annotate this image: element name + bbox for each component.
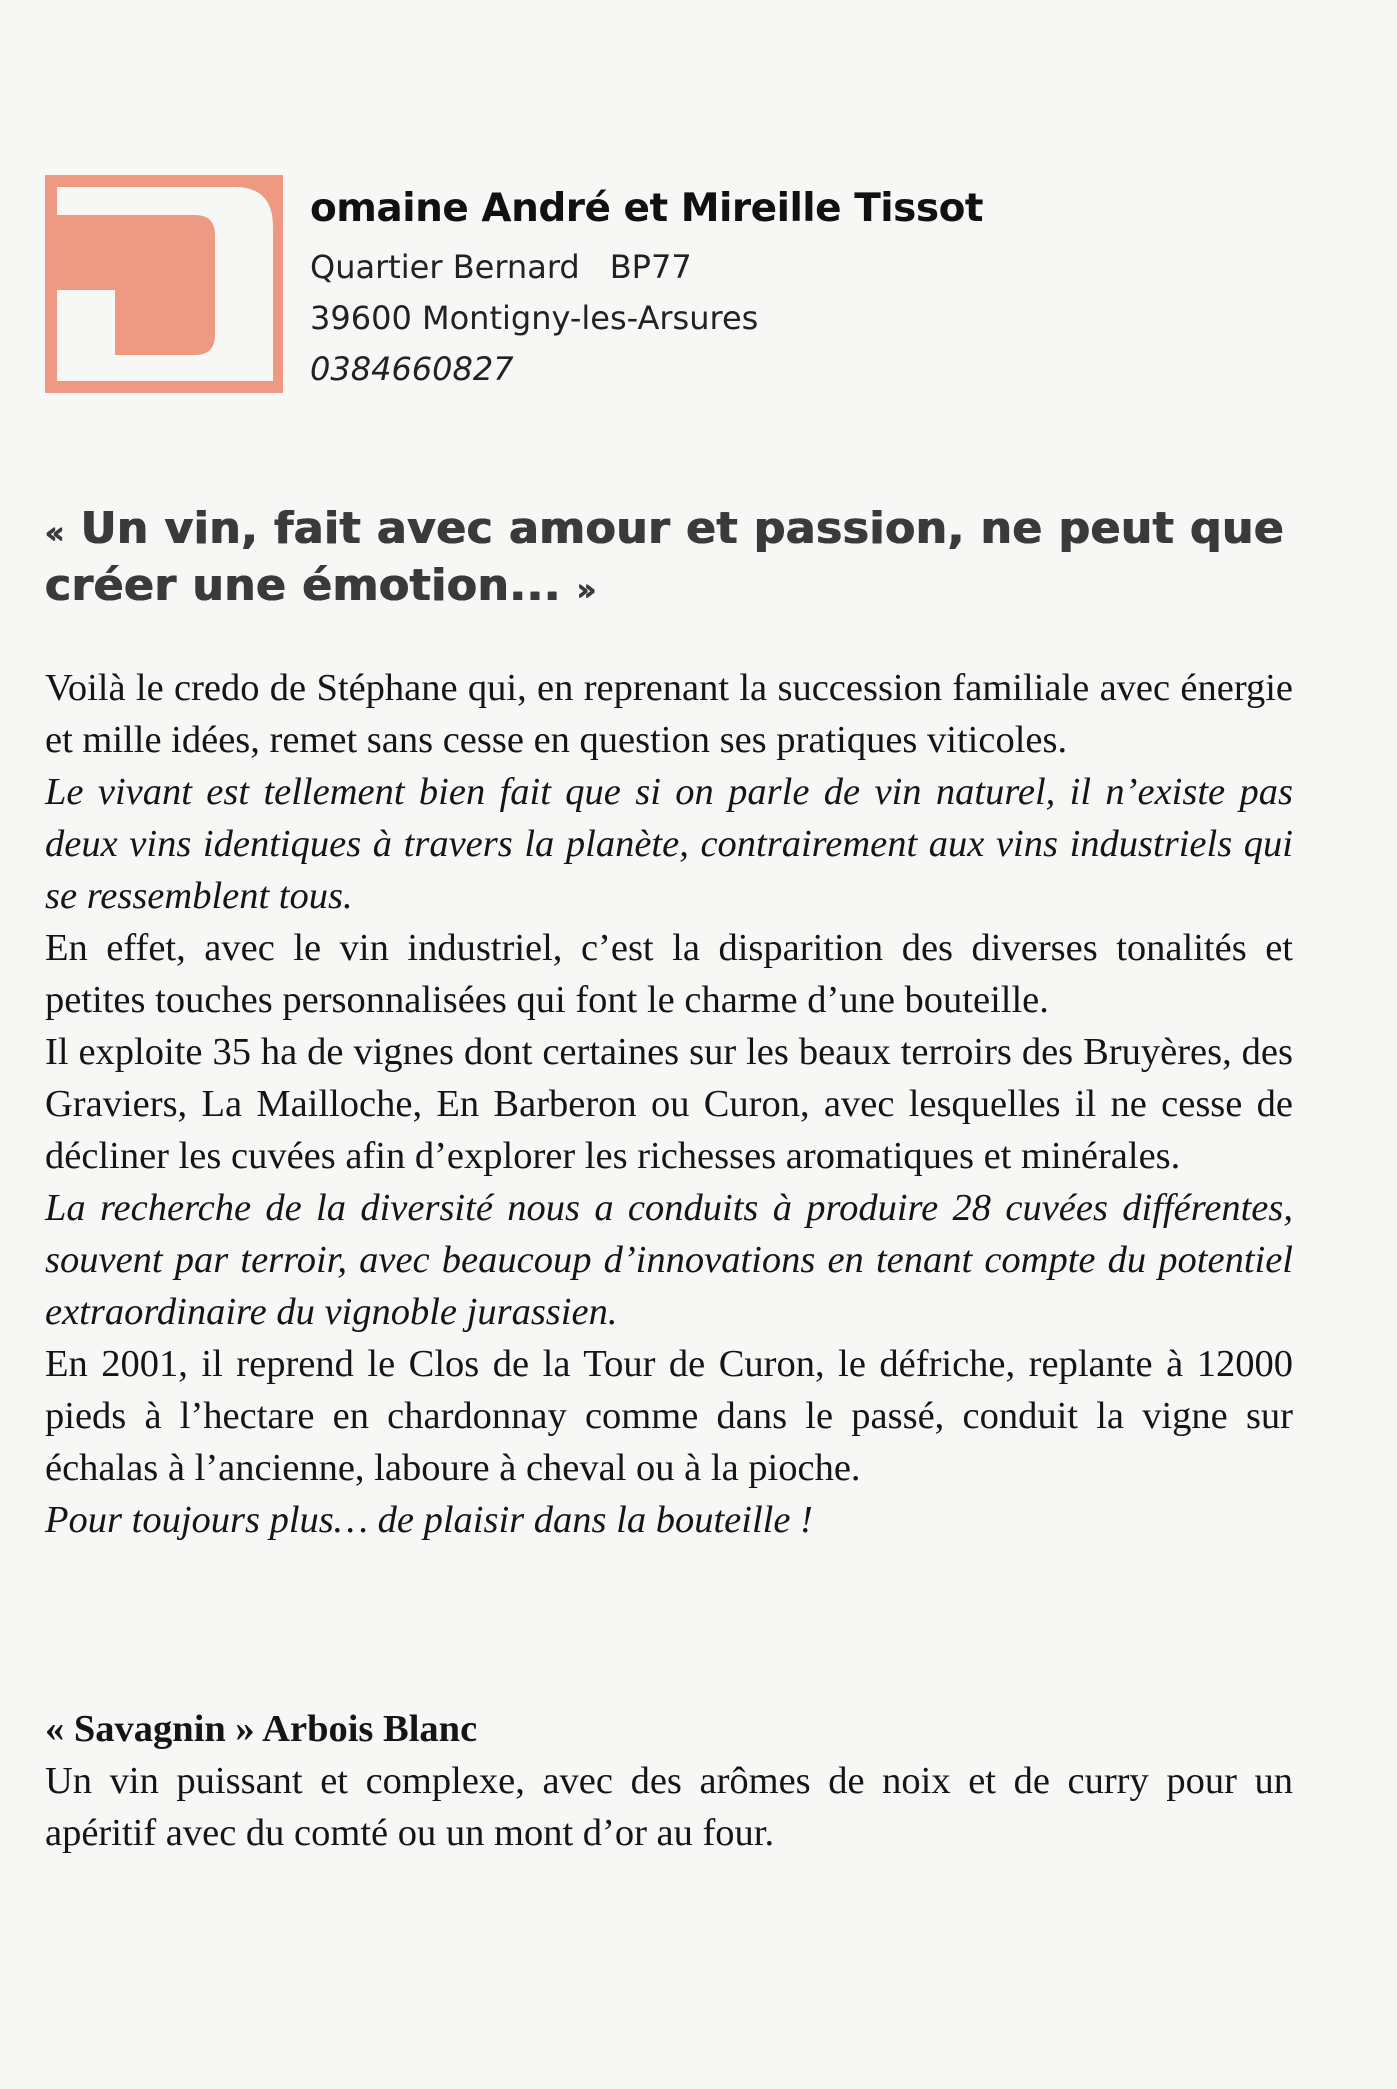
paragraph-italic: Pour toujours plus… de plaisir dans la bouteille !	[45, 1499, 813, 1541]
domain-contact-block	[310, 186, 983, 395]
address-city: 39600 Montigny-les-Arsures	[310, 299, 759, 337]
domain-name: omaine André et Mireille Tissot	[310, 186, 984, 231]
quote-text: Un vin, fait avec amour et passion, ne peut que créer une émotion...	[45, 503, 1285, 611]
quote-close-mark: »	[576, 573, 597, 608]
paragraph-italic: Le vivant est tellement bien fait que si on parle de vin naturel, il n’existe pas deux vins identiques à travers la planète, contrairement aux vins industriels qui se ressemblent tous.	[45, 771, 1293, 917]
wine-recommendation	[45, 1703, 1293, 1859]
address-street-line	[310, 242, 983, 293]
quote-open-mark: «	[45, 516, 65, 551]
paragraph: En effet, avec le vin industriel, c’est la disparition des diverses tonalités et petites touches personnalisées qui font le charme d’une bouteille.	[45, 927, 1293, 1021]
address-street: Quartier Bernard	[310, 248, 580, 286]
wine-description: Un vin puissant et complexe, avec des arômes de noix et de curry pour un apéritif avec du comté ou un mont d’or au four.	[45, 1760, 1293, 1854]
wine-title: « Savagnin » Arbois Blanc	[45, 1708, 478, 1750]
article-body	[45, 662, 1293, 1546]
paragraph: En 2001, il reprend le Clos de la Tour de Curon, le défriche, replante à 12000 pieds à l’hectare en chardonnay comme dans le passé, conduit la vigne sur échalas à l’ancienne, laboure à cheval ou à la pioche.	[45, 1343, 1293, 1489]
headline-quote	[45, 503, 1305, 617]
phone-number: 0384660827	[310, 350, 514, 388]
address-bp: BP77	[609, 248, 692, 286]
paragraph-italic: La recherche de la diversité nous a conduits à produire 28 cuvées différentes, souvent par terroir, avec beaucoup d’innovations en tenant compte du potentiel extraordinaire du vignoble jurassien.	[45, 1187, 1293, 1333]
dropcap-letter-d	[45, 175, 283, 393]
paragraph: Il exploite 35 ha de vignes dont certaines sur les beaux terroirs des Bruyères, des Graviers, La Mailloche, En Barberon ou Curon, avec lesquelles il ne cesse de décliner les cuvées afin d’explorer les richesses aromatiques et minérales.	[45, 1031, 1293, 1177]
dropcap-d-icon	[45, 175, 283, 393]
paragraph: Voilà le credo de Stéphane qui, en reprenant la succession familiale avec énergie et mille idées, remet sans cesse en question ses pratiques viticoles.	[45, 667, 1293, 761]
